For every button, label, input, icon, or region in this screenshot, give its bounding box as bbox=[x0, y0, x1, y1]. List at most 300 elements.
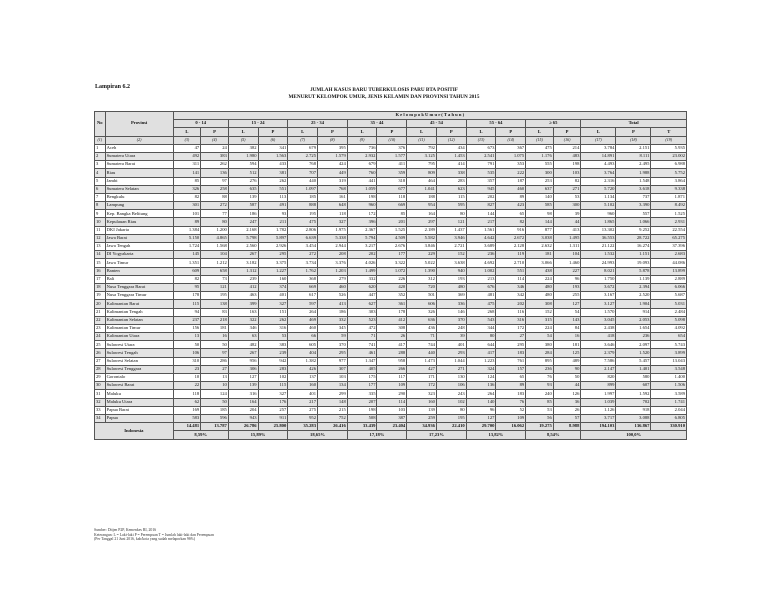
row-value: 286 bbox=[201, 357, 229, 365]
row-value: 148 bbox=[318, 398, 348, 406]
row-value: 960 bbox=[581, 210, 616, 218]
row-value: 275 bbox=[288, 406, 318, 414]
table-row bbox=[95, 341, 687, 349]
row-value: 164 bbox=[228, 398, 258, 406]
row-value: 1.563 bbox=[258, 152, 288, 160]
row-value: 2.676 bbox=[377, 243, 407, 251]
row-value: 106 bbox=[436, 382, 466, 390]
total-percent: 13,82% bbox=[466, 431, 525, 439]
table-row bbox=[95, 161, 687, 169]
row-value: 169 bbox=[173, 406, 201, 414]
row-value: 1.865 bbox=[581, 218, 616, 226]
row-no: 3 bbox=[95, 161, 106, 169]
row-value: 237 bbox=[173, 316, 201, 324]
row-value: 1.227 bbox=[258, 267, 288, 275]
row-value: 202 bbox=[496, 300, 526, 308]
row-value: 83 bbox=[201, 308, 229, 316]
row-value: 9.252 bbox=[616, 226, 651, 234]
row-value: 658 bbox=[201, 267, 229, 275]
total-value: 33.439 bbox=[347, 423, 377, 431]
row-value: 201 bbox=[377, 218, 407, 226]
row-value: 594 bbox=[228, 161, 258, 169]
row-value: 53 bbox=[258, 333, 288, 341]
row-value: 183 bbox=[496, 390, 526, 398]
row-value: 1.654 bbox=[616, 324, 651, 332]
row-value: 145 bbox=[173, 251, 201, 259]
row-value: 346 bbox=[228, 324, 258, 332]
row-value: 417 bbox=[466, 349, 496, 357]
row-value: 427 bbox=[407, 365, 437, 373]
row-value: 319 bbox=[318, 177, 348, 185]
row-value: 259 bbox=[407, 414, 437, 422]
row-no: 23 bbox=[95, 324, 106, 332]
header-sex-l: L bbox=[526, 128, 554, 136]
row-value: 1.041 bbox=[407, 185, 437, 193]
row-value: 399 bbox=[228, 300, 258, 308]
row-value: 346 bbox=[496, 283, 526, 291]
row-value: 178 bbox=[173, 292, 201, 300]
row-value: 1.134 bbox=[581, 193, 616, 201]
row-value: 2.931 bbox=[651, 218, 687, 226]
total-percent: 15,89% bbox=[228, 431, 287, 439]
row-value: 4.509 bbox=[377, 234, 407, 242]
row-value: 679 bbox=[347, 161, 377, 169]
row-value: 284 bbox=[526, 349, 554, 357]
row-value: 185 bbox=[201, 406, 229, 414]
row-value: 186 bbox=[318, 308, 348, 316]
row-value: 80 bbox=[466, 333, 496, 341]
row-value: 293 bbox=[436, 349, 466, 357]
row-value: 412 bbox=[377, 316, 407, 324]
row-value: 3.548 bbox=[651, 365, 687, 373]
row-value: 295 bbox=[258, 251, 288, 259]
row-value: 4.092 bbox=[651, 324, 687, 332]
row-value: 222 bbox=[496, 169, 526, 177]
total-percent: 18,65% bbox=[288, 431, 347, 439]
row-value: 315 bbox=[526, 316, 554, 324]
row-value: 102 bbox=[436, 398, 466, 406]
row-value: 480 bbox=[526, 292, 554, 300]
row-no: 10 bbox=[95, 218, 106, 226]
row-value: 3.784 bbox=[581, 144, 616, 152]
header-total: Total bbox=[581, 120, 687, 128]
row-value: 54 bbox=[553, 308, 581, 316]
row-value: 267 bbox=[228, 349, 258, 357]
row-value: 342 bbox=[496, 292, 526, 300]
table-row bbox=[95, 202, 687, 210]
row-value: 3.127 bbox=[581, 300, 616, 308]
row-value: 357 bbox=[466, 177, 496, 185]
row-no: 18 bbox=[95, 283, 106, 291]
row-value: 171 bbox=[407, 374, 437, 382]
row-value: 383 bbox=[201, 152, 229, 160]
row-value: 80 bbox=[436, 210, 466, 218]
lampiran-label: Lampiran 6.2 bbox=[95, 84, 131, 90]
row-value: 449 bbox=[318, 169, 348, 177]
column-number: (12) bbox=[436, 136, 466, 144]
row-value: 326 bbox=[407, 308, 437, 316]
row-value: 8.021 bbox=[581, 267, 616, 275]
row-value: 376 bbox=[377, 144, 407, 152]
row-value: 50 bbox=[201, 341, 229, 349]
row-value: 50 bbox=[553, 374, 581, 382]
row-value: 152 bbox=[526, 308, 554, 316]
row-value: 3.376 bbox=[318, 259, 348, 267]
row-value: 310 bbox=[173, 357, 201, 365]
row-value: 126 bbox=[553, 390, 581, 398]
row-value: 130 bbox=[436, 374, 466, 382]
row-value: 175 bbox=[347, 374, 377, 382]
row-value: 2.316 bbox=[581, 177, 616, 185]
row-value: 89 bbox=[173, 218, 201, 226]
row-value: 28.722 bbox=[616, 234, 651, 242]
row-value: 5.720 bbox=[581, 185, 616, 193]
row-value: 2.926 bbox=[258, 243, 288, 251]
header-age-45-54: 45 - 54 bbox=[407, 120, 466, 128]
row-value: 405 bbox=[347, 365, 377, 373]
table-row bbox=[95, 177, 687, 185]
row-value: 253 bbox=[526, 177, 554, 185]
row-value: 1.453 bbox=[436, 152, 466, 160]
row-value: 336 bbox=[436, 300, 466, 308]
row-value: 1.506 bbox=[651, 382, 687, 390]
row-value: 475 bbox=[466, 300, 496, 308]
row-value: 181 bbox=[526, 251, 554, 259]
row-provinsi: Papua Barat bbox=[105, 406, 173, 414]
row-value: 124 bbox=[466, 374, 496, 382]
row-value: 795 bbox=[407, 161, 437, 169]
row-value: 332 bbox=[318, 316, 348, 324]
row-value: 508 bbox=[347, 414, 377, 422]
row-value: 1.312 bbox=[228, 267, 258, 275]
header-sex-p: P bbox=[436, 128, 466, 136]
row-value: 5.022 bbox=[407, 259, 437, 267]
row-value: 177 bbox=[377, 251, 407, 259]
row-value: 247 bbox=[228, 218, 258, 226]
row-value: 23 bbox=[173, 365, 201, 373]
row-value: 5.935 bbox=[651, 144, 687, 152]
row-value: 374 bbox=[258, 283, 288, 291]
row-value: 239 bbox=[228, 275, 258, 283]
row-value: 344 bbox=[466, 324, 496, 332]
row-value: 10 bbox=[173, 374, 201, 382]
row-value: 401 bbox=[436, 341, 466, 349]
row-value: 3.125 bbox=[407, 152, 437, 160]
row-value: 156 bbox=[173, 324, 201, 332]
row-value: 583 bbox=[173, 414, 201, 422]
total-value: 136.867 bbox=[616, 423, 651, 431]
row-value: 2.541 bbox=[466, 152, 496, 160]
row-value: 475 bbox=[288, 218, 318, 226]
table-row bbox=[95, 251, 687, 259]
row-value: 1.203 bbox=[318, 267, 348, 275]
header-sex-p: P bbox=[258, 128, 288, 136]
row-value: 741 bbox=[347, 341, 377, 349]
row-provinsi: DKI Jakarta bbox=[105, 226, 173, 234]
table-row bbox=[95, 365, 687, 373]
row-value: 1.311 bbox=[553, 243, 581, 251]
row-value: 911 bbox=[258, 414, 288, 422]
row-value: 300 bbox=[553, 202, 581, 210]
row-value: 791 bbox=[466, 161, 496, 169]
row-value: 80 bbox=[201, 218, 229, 226]
table-row bbox=[95, 283, 687, 291]
table-title bbox=[0, 87, 768, 101]
row-value: 623 bbox=[436, 185, 466, 193]
row-value: 526 bbox=[318, 292, 348, 300]
row-value: 1.561 bbox=[466, 226, 496, 234]
row-value: 1.495 bbox=[553, 234, 581, 242]
row-value: 1.592 bbox=[616, 390, 651, 398]
row-value: 677 bbox=[377, 185, 407, 193]
row-value: 1.200 bbox=[201, 226, 229, 234]
row-value: 53 bbox=[553, 193, 581, 201]
row-value: 1.382 bbox=[288, 357, 318, 365]
table-row bbox=[95, 234, 687, 242]
row-value: 1.988 bbox=[616, 169, 651, 177]
row-value: 423 bbox=[496, 202, 526, 210]
total-label: Indonesia bbox=[95, 423, 174, 439]
row-provinsi: Kalimantan Tengah bbox=[105, 308, 173, 316]
table-row bbox=[95, 267, 687, 275]
row-value: 411 bbox=[377, 161, 407, 169]
row-value: 401 bbox=[258, 292, 288, 300]
total-value: 8.988 bbox=[553, 423, 581, 431]
total-value: 22.410 bbox=[436, 423, 466, 431]
row-value: 5.743 bbox=[651, 341, 687, 349]
row-value: 1.176 bbox=[526, 152, 554, 160]
row-no: 11 bbox=[95, 226, 106, 234]
row-value: 1.002 bbox=[466, 267, 496, 275]
row-value: 243 bbox=[436, 390, 466, 398]
row-value: 501 bbox=[407, 292, 437, 300]
row-value: 669 bbox=[377, 202, 407, 210]
row-value: 115 bbox=[173, 300, 201, 308]
row-value: 1.975 bbox=[318, 226, 348, 234]
row-value: 93 bbox=[258, 210, 288, 218]
row-value: 44.086 bbox=[651, 259, 687, 267]
header-sex-l: L bbox=[228, 128, 258, 136]
row-value: 6.066 bbox=[651, 283, 687, 291]
header-age-55-64: 55 - 64 bbox=[466, 120, 525, 128]
row-value: 181 bbox=[553, 341, 581, 349]
row-value: 218 bbox=[201, 316, 229, 324]
row-value: 144 bbox=[466, 210, 496, 218]
row-value: 236 bbox=[526, 365, 554, 373]
row-value: 1.570 bbox=[581, 308, 616, 316]
row-value: 63 bbox=[228, 333, 258, 341]
row-value: 19.093 bbox=[616, 259, 651, 267]
row-value: 2.672 bbox=[496, 234, 526, 242]
row-value: 27 bbox=[496, 333, 526, 341]
row-value: 85 bbox=[173, 177, 201, 185]
row-value: 1.997 bbox=[581, 390, 616, 398]
row-value: 424 bbox=[318, 161, 348, 169]
row-value: 370 bbox=[318, 341, 348, 349]
row-value: 226 bbox=[377, 275, 407, 283]
table-row bbox=[95, 308, 687, 316]
row-value: 164 bbox=[407, 210, 437, 218]
row-value: 2.721 bbox=[436, 243, 466, 251]
row-value: 16 bbox=[201, 333, 229, 341]
row-value: 460 bbox=[288, 324, 318, 332]
row-value: 5.102 bbox=[581, 202, 616, 210]
row-value: 3.899 bbox=[651, 349, 687, 357]
row-value: 84 bbox=[553, 324, 581, 332]
row-value: 288 bbox=[377, 349, 407, 357]
row-no: 13 bbox=[95, 243, 106, 251]
row-value: 332 bbox=[347, 275, 377, 283]
row-value: 195 bbox=[288, 210, 318, 218]
row-value: 888 bbox=[288, 202, 318, 210]
row-value: 272 bbox=[288, 251, 318, 259]
row-no: 26 bbox=[95, 349, 106, 357]
row-value: 118 bbox=[173, 390, 201, 398]
row-value: 3.764 bbox=[581, 169, 616, 177]
row-value: 248 bbox=[436, 324, 466, 332]
row-value: 752 bbox=[318, 414, 348, 422]
row-value: 316 bbox=[496, 316, 526, 324]
row-value: 3.717 bbox=[581, 414, 616, 422]
total-value: 23.404 bbox=[377, 423, 407, 431]
row-value: 1.223 bbox=[466, 357, 496, 365]
row-value: 127 bbox=[553, 300, 581, 308]
row-value: 47 bbox=[173, 144, 201, 152]
row-no: 15 bbox=[95, 259, 106, 267]
row-value: 140 bbox=[466, 398, 496, 406]
table-row bbox=[95, 390, 687, 398]
row-value: 139 bbox=[407, 406, 437, 414]
row-value: 37.396 bbox=[651, 243, 687, 251]
column-number: (15) bbox=[526, 136, 554, 144]
row-value: 136 bbox=[466, 382, 496, 390]
row-value: 1.724 bbox=[173, 243, 201, 251]
row-value: 736 bbox=[347, 144, 377, 152]
row-value: 236 bbox=[466, 251, 496, 259]
row-value: 23.002 bbox=[651, 152, 687, 160]
header-sex-row bbox=[95, 128, 687, 136]
row-value: 257 bbox=[258, 406, 288, 414]
row-value: 106 bbox=[173, 349, 201, 357]
table-row bbox=[95, 259, 687, 267]
row-value: 50 bbox=[173, 341, 201, 349]
table-body bbox=[95, 144, 687, 422]
row-value: 404 bbox=[288, 349, 318, 357]
row-value: 124 bbox=[201, 390, 229, 398]
row-value: 144 bbox=[526, 218, 554, 226]
row-value: 3.646 bbox=[581, 341, 616, 349]
row-value: 1.437 bbox=[436, 226, 466, 234]
row-value: 3.454 bbox=[288, 243, 318, 251]
note-date: (Per Tanggal 21 Juni 2016, kab/kota yang sudah melaporkan 96%) bbox=[94, 537, 196, 542]
row-value: 178 bbox=[377, 308, 407, 316]
row-value: 115 bbox=[436, 193, 466, 201]
row-value: 809 bbox=[407, 169, 437, 177]
row-value: 271 bbox=[436, 365, 466, 373]
row-value: 103 bbox=[318, 374, 348, 382]
title-line-2: MENURUT KELOMPOK UMUR, JENIS KELAMIN DAN PROVINSI TAHUN 2015 bbox=[288, 94, 480, 101]
row-value: 644 bbox=[466, 341, 496, 349]
row-value: 543 bbox=[466, 316, 496, 324]
row-no: 19 bbox=[95, 292, 106, 300]
header-provinsi: Provinsi bbox=[105, 112, 173, 137]
header-age-35-44: 35 - 44 bbox=[347, 120, 406, 128]
tb-cases-table bbox=[94, 111, 687, 440]
title-line-1: JUMLAH KASUS BARU TUBERKULOSIS PARU BTA POSITIF bbox=[310, 87, 458, 93]
table-row bbox=[95, 406, 687, 414]
row-value: 239 bbox=[258, 349, 288, 357]
row-value: 760 bbox=[347, 169, 377, 177]
row-value: 22.554 bbox=[651, 226, 687, 234]
row-value: 3.088 bbox=[616, 414, 651, 422]
row-value: 463 bbox=[228, 292, 258, 300]
row-value: 1.525 bbox=[651, 210, 687, 218]
column-number: (11) bbox=[407, 136, 437, 144]
table-row bbox=[95, 275, 687, 283]
row-value: 4.642 bbox=[466, 234, 496, 242]
row-value: 143 bbox=[553, 316, 581, 324]
row-value: 295 bbox=[496, 341, 526, 349]
row-value: 382 bbox=[228, 144, 258, 152]
note-legend: Keterangan: L = Laki-laki P = Perempuan T = Jumlah laki-laki dan Perempuan bbox=[94, 532, 214, 537]
row-value: 21.122 bbox=[581, 243, 616, 251]
row-value: 36.553 bbox=[581, 234, 616, 242]
row-no: 16 bbox=[95, 267, 106, 275]
row-value: 85 bbox=[377, 210, 407, 218]
row-value: 327 bbox=[258, 390, 288, 398]
column-number: (16) bbox=[553, 136, 581, 144]
row-value: 82 bbox=[553, 177, 581, 185]
row-value: 326 bbox=[173, 185, 201, 193]
row-value: 82 bbox=[173, 193, 201, 201]
column-number: (10) bbox=[377, 136, 407, 144]
row-value: 3.375 bbox=[258, 259, 288, 267]
row-value: 469 bbox=[288, 316, 318, 324]
row-value: 183 bbox=[496, 349, 526, 357]
row-provinsi: Nusa Tenggara Barat bbox=[105, 283, 173, 291]
row-value: 2.053 bbox=[616, 316, 651, 324]
row-value: 3.638 bbox=[436, 259, 466, 267]
row-value: 338 bbox=[436, 169, 466, 177]
row-value: 271 bbox=[553, 185, 581, 193]
row-value: 1.097 bbox=[288, 185, 318, 193]
table-row bbox=[95, 169, 687, 177]
row-value: 36 bbox=[553, 398, 581, 406]
row-value: 13.899 bbox=[651, 267, 687, 275]
row-value: 1.532 bbox=[581, 251, 616, 259]
column-number: (7) bbox=[288, 136, 318, 144]
row-value: 5.878 bbox=[616, 267, 651, 275]
row-value: 417 bbox=[377, 341, 407, 349]
row-value: 62 bbox=[173, 398, 201, 406]
row-value: 93 bbox=[526, 382, 554, 390]
row-value: 117 bbox=[377, 374, 407, 382]
row-value: 24 bbox=[201, 144, 229, 152]
row-value: 580 bbox=[616, 374, 651, 382]
row-value: 3.946 bbox=[436, 234, 466, 242]
total-value: 330.910 bbox=[651, 423, 687, 431]
row-value: 345 bbox=[318, 324, 348, 332]
row-value: 3.182 bbox=[228, 259, 258, 267]
row-value: 134 bbox=[318, 382, 348, 390]
row-value: 461 bbox=[347, 349, 377, 357]
row-no: 6 bbox=[95, 185, 106, 193]
row-value: 306 bbox=[228, 365, 258, 373]
row-value: 2.044 bbox=[651, 406, 687, 414]
row-value: 492 bbox=[173, 152, 201, 160]
row-no: 21 bbox=[95, 308, 106, 316]
row-value: 8.111 bbox=[616, 152, 651, 160]
